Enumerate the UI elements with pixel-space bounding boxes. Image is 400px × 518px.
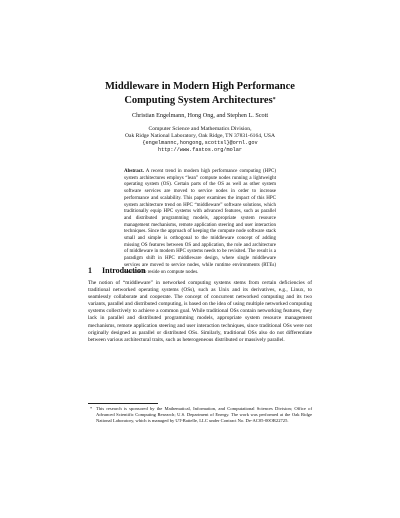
abstract xyxy=(124,169,276,276)
paper-title xyxy=(60,80,340,107)
title-footnote-mark: * xyxy=(272,96,276,103)
title-line-1: Middleware in Modern High Performance xyxy=(105,81,295,92)
affiliation-line-2: Oak Ridge National Laboratory, Oak Ridge, TN 37831-6164, USA xyxy=(124,133,276,139)
author-email: {engelmannc,hongong,scottsl}@ornl.gov xyxy=(142,140,258,146)
title-line-2 xyxy=(60,94,340,108)
abstract-label: Abstract. xyxy=(124,169,144,174)
section-number: 1 xyxy=(88,266,92,275)
affiliation-line-1: Computer Science and Mathematics Division, xyxy=(148,126,252,132)
intro-body xyxy=(88,280,312,344)
section-title: Introduction xyxy=(102,266,146,275)
intro-paragraph: The notion of “middleware” in networked computing systems stems from certain deficiencies of traditional networked operating systems (OSs), such as Unix and its derivatives, e.g., Linux, to seamlessly collaborate and cooperate. The concept of concurrent networked computing and its two variants, parallel and distributed computing, is based on the idea of using multiple networked computing systems collectively to achieve a common goal. While traditional OSs contain networking features, they lack in parallel and distributed programming models, appropriate system resource management mechanisms, remote application steering and user interaction techniques, since traditional OSs were not originally designed as parallel or distributed OSs. Similarly, traditional OSs also do not differentiate between various architectural traits, such as heterogeneous distributed or massively parallel. xyxy=(88,280,312,343)
title-line-2-text: Computing System Architectures xyxy=(124,94,273,106)
footnote-text: This research is sponsored by the Mathematical, Information, and Computational Sciences Division; Office of Advanced Scientific Computing Research; U.S. Department of Energy. The work was performed at the Oak Ridge National Laboratory, which is managed by UT-Battelle, LLC under Contract No. De-AC05-00OR22725. xyxy=(96,406,312,423)
project-url: http://www.fastos.org/molar xyxy=(157,147,243,153)
abstract-text: A recent trend in modern high performance computing (HPC) system architectures employs “lean” compute nodes running a lightweight operating system (OS). Certain parts of the OS as well as other system software services are moved to service nodes in order to increase performance and scalability. This paper examines the impact of this HPC system architecture trend on HPC “middleware” software solutions, which traditionally equip HPC systems with advanced features, such as parallel and distributed programming models, appropriate system resource management mechanisms, remote application steering and user interaction techniques. Since the approach of keeping the compute node software stack small and simple is orthogonal to the middleware concept of adding missing OS features between OS and application, the role and architecture of middleware in modern HPC systems needs to be revisited. The result is a paradigm shift in HPC middleware design, where single middleware services are moved to service nodes, while runtime environments (RTEs) continue to reside on compute nodes. xyxy=(124,169,277,275)
section-heading xyxy=(88,266,145,275)
footnote xyxy=(88,406,312,424)
footnote-mark: * xyxy=(90,406,93,411)
affiliation xyxy=(60,126,340,154)
footnote-rule xyxy=(88,403,158,404)
author-list: Christian Engelmann, Hong Ong, and Stephen L. Scott xyxy=(131,112,269,119)
